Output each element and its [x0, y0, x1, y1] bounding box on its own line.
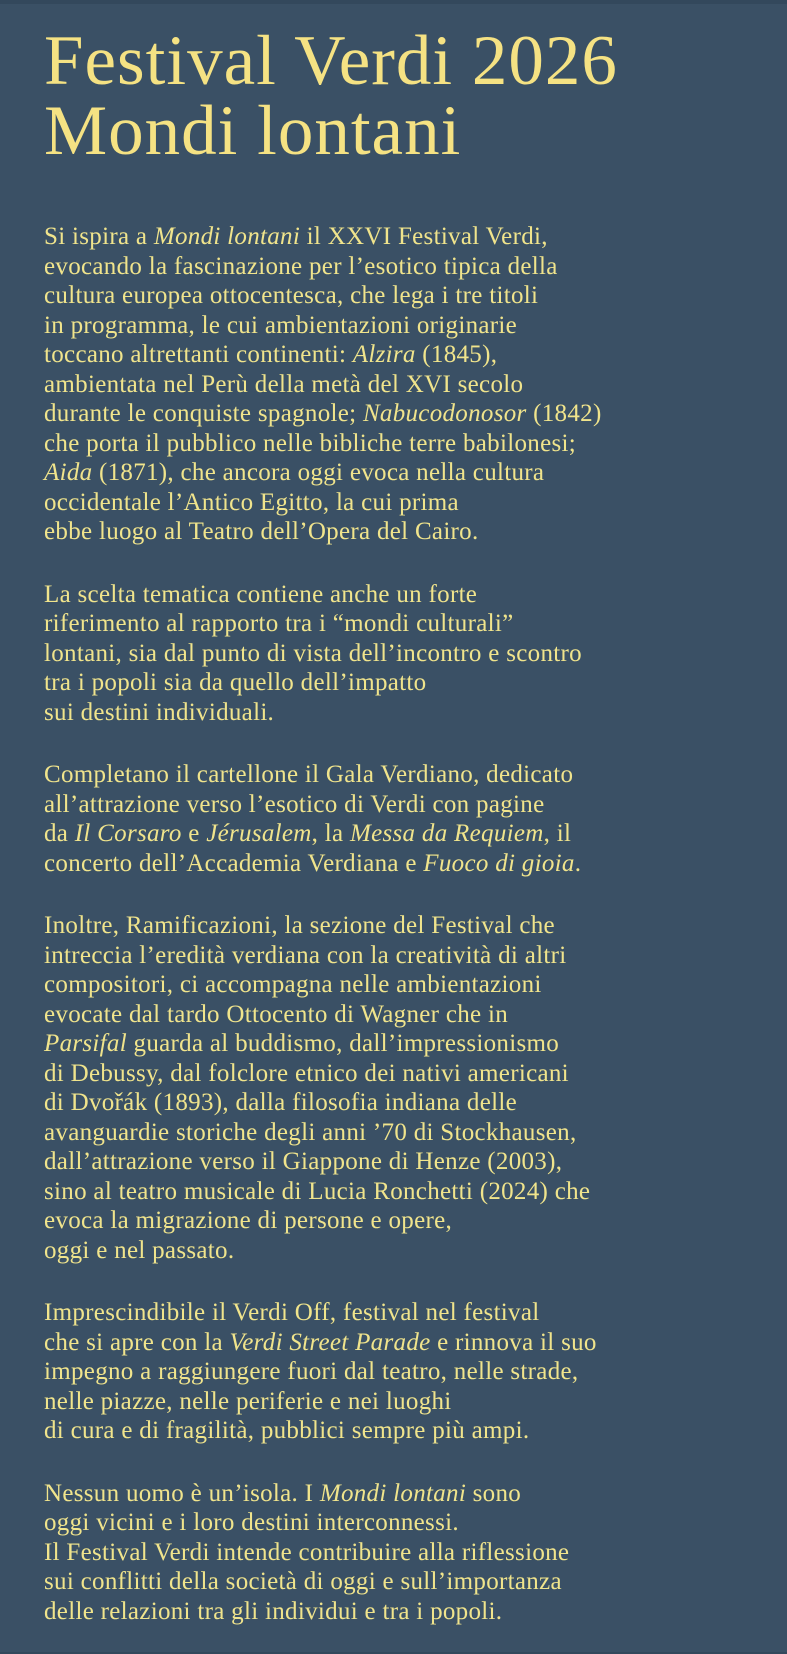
paragraph	[44, 911, 734, 1265]
text-segment: sui destini individuali.	[44, 698, 275, 726]
text-segment: riferimento al rapporto tra i “mondi culturali”	[44, 610, 514, 637]
text-segment: di Debussy, dal folclore etnico dei nativi americani	[44, 1059, 569, 1087]
italic-text-segment: Jérusalem	[206, 820, 312, 847]
text-segment: all’attrazione verso l’esotico di Verdi con pagine	[44, 790, 545, 818]
text-segment: ebbe luogo al Teatro dell’Opera del Cairo.	[44, 518, 479, 545]
italic-text-segment: Mondi lontani	[153, 223, 301, 250]
text-segment: La scelta tematica contiene anche un forte	[44, 580, 478, 608]
text-segment: oggi vicini e i loro destini interconnessi.	[44, 1509, 459, 1536]
text-segment: sui conflitti della società di oggi e sull’importanza	[44, 1568, 562, 1595]
text-segment: il XXVI Festival Verdi,	[300, 223, 548, 250]
text-segment: Nessun uomo è un’isola. I	[44, 1479, 320, 1507]
text-segment: Imprescindibile il Verdi Off, festival nel festival	[44, 1299, 540, 1326]
text-segment: da	[44, 820, 75, 847]
text-segment: , la	[311, 820, 350, 847]
text-segment: che si apre con la	[44, 1328, 230, 1356]
italic-text-segment: Verdi Street Parade	[229, 1328, 431, 1356]
text-segment: (1871), che ancora oggi evoca nella cultura	[92, 459, 545, 486]
text-segment: ambientata nel Perù della metà del XVI secolo	[44, 370, 524, 398]
page-title	[44, 22, 747, 170]
text-segment: che porta il pubblico nelle bibliche terre babilonesi;	[44, 429, 576, 457]
text-segment: in programma, le cui ambientazioni originarie	[44, 311, 518, 339]
text-segment: evoca la migrazione di persone e opere,	[44, 1207, 453, 1234]
text-segment: oggi e nel passato.	[44, 1236, 235, 1264]
text-segment: cultura europea ottocentesca, che lega i tre titoli	[44, 282, 539, 309]
text-segment: evocando la fascinazione per l’esotico tipica della	[44, 252, 558, 280]
italic-text-segment: Mondi lontani	[319, 1479, 467, 1507]
italic-text-segment: Aida	[44, 459, 93, 486]
text-segment: (1842)	[526, 400, 602, 427]
text-segment: guarda al buddismo, dall’impressionismo	[126, 1030, 560, 1057]
text-segment: Completano il cartellone il Gala Verdiano, dedicato	[44, 761, 574, 788]
italic-text-segment: Alzira	[352, 341, 416, 368]
top-edge-strip	[0, 0, 787, 4]
text-segment: e rinnova il suo	[430, 1328, 597, 1356]
text-segment: lontani, sia dal punto di vista dell’incontro e scontro	[44, 639, 582, 667]
text-segment: concerto dell’Accademia Verdiana e	[44, 849, 424, 877]
italic-text-segment: Parsifal	[44, 1030, 127, 1057]
text-segment: tra i popoli sia da quello dell’impatto	[44, 669, 427, 696]
paragraph	[44, 760, 734, 878]
title-line-2: Mondi lontani	[44, 92, 462, 170]
text-segment: nelle piazze, nelle periferie e nei luoghi	[44, 1387, 452, 1415]
text-segment: intreccia l’eredità verdiana con la creatività di altri	[44, 941, 567, 969]
text-segment: , il	[543, 820, 572, 847]
text-segment: delle relazioni tra gli individui e tra i popoli.	[44, 1597, 503, 1625]
text-segment: dall’attrazione verso il Giappone di Henze (2003),	[44, 1148, 563, 1175]
paragraph	[44, 222, 734, 547]
text-segment: compositori, ci accompagna nelle ambientazioni	[44, 971, 542, 998]
paragraph	[44, 580, 734, 728]
text-segment: .	[574, 849, 582, 877]
paragraph	[44, 1298, 734, 1446]
title-line-1: Festival Verdi 2026	[44, 22, 618, 100]
italic-text-segment: Nabucodonosor	[362, 400, 527, 427]
text-segment: durante le conquiste spagnole;	[44, 400, 363, 427]
text-segment: toccano altrettanti continenti:	[44, 341, 353, 368]
italic-text-segment: Fuoco di gioia	[423, 849, 575, 877]
text-segment: e	[181, 820, 207, 847]
text-segment: Si ispira a	[44, 223, 154, 250]
italic-text-segment: Messa da Requiem	[349, 820, 544, 847]
text-segment: di cura e di fragilità, pubblici sempre più ampi.	[44, 1417, 530, 1444]
text-segment: impegno a raggiungere fuori dal teatro, nelle strade,	[44, 1358, 579, 1385]
text-segment: occidentale l’Antico Egitto, la cui prima	[44, 488, 459, 516]
text-segment: (1845),	[415, 341, 498, 368]
text-segment: avanguardie storiche degli anni ’70 di Stockhausen,	[44, 1118, 577, 1146]
text-segment: Inoltre, Ramificazioni, la sezione del Festival che	[44, 912, 555, 939]
text-segment: sono	[466, 1479, 522, 1507]
article-body	[44, 222, 734, 1626]
paragraph	[44, 1479, 734, 1627]
text-segment: di Dvořák (1893), dalla filosofia indiana delle	[44, 1089, 517, 1116]
italic-text-segment: Il Corsaro	[74, 820, 182, 847]
text-segment: evocate dal tardo Ottocento di Wagner che in	[44, 1000, 509, 1028]
text-segment: sino al teatro musicale di Lucia Ronchetti (2024) che	[44, 1177, 591, 1205]
text-segment: Il Festival Verdi intende contribuire alla riflessione	[44, 1538, 570, 1566]
